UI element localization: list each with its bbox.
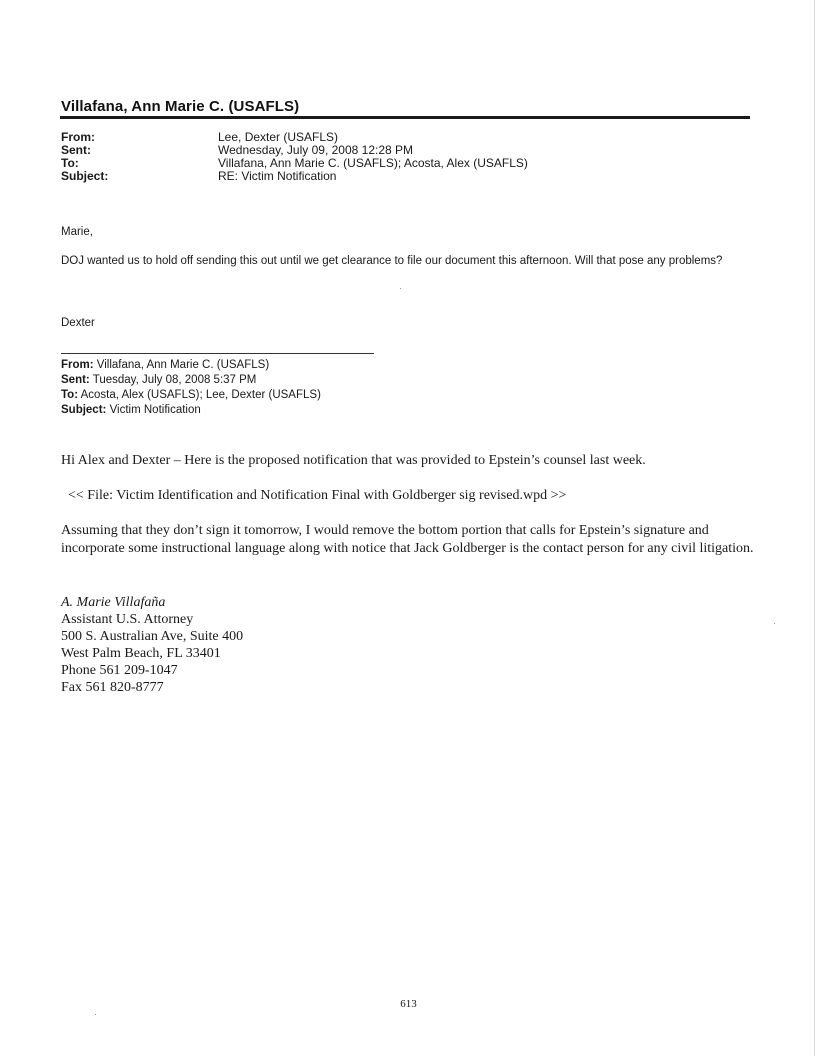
header-subject-value: RE: Victim Notification [218,169,337,183]
quoted-sent-line [61,373,321,388]
header-sent-label: Sent: [61,143,91,157]
header-subject-label: Subject: [61,169,109,183]
reply-signoff: Dexter [61,317,95,329]
quoted-sent-label: Sent: [61,374,90,386]
signature-block [61,594,243,696]
title-rule [60,116,750,119]
reply-greeting: Marie, [61,226,93,238]
quoted-to-label: To: [61,389,79,401]
quoted-from-line [61,358,321,373]
scan-speck [400,288,401,289]
signature-address-line-2: West Palm Beach, FL 33401 [61,646,221,661]
signature-address-line-1: 500 S. Australian Ave, Suite 400 [61,629,244,644]
header-to-value: Villafana, Ann Marie C. (USAFLS); Acosta, Alex (USAFLS) [218,156,528,170]
signature-fax: Fax 561 820-8777 [61,680,164,695]
original-paragraph-3: Assuming that they don’t sign it tomorrow, I would remove the bottom portion that calls for Epstein’s signature and incorporate some instructional language along with notice that Jack Goldberger is the contact person for any civil litigation. [61,523,754,556]
quoted-email-header [61,358,321,418]
header-from-value: Lee, Dexter (USAFLS) [218,130,339,144]
reply-paragraph: DOJ wanted us to hold off sending this out until we get clearance to file our document this afternoon. Will that pose any problems? [61,255,723,267]
quoted-from-label: From: [61,359,94,371]
quoted-subject-line [61,403,321,418]
header-subject-row [61,170,528,183]
page-edge [814,0,815,1056]
scan-speck [774,623,775,624]
quoted-from-value: Villafana, Ann Marie C. (USAFLS) [93,359,270,371]
quoted-to-line [61,388,321,403]
quoted-to-value: Acosta, Alex (USAFLS); Lee, Dexter (USAFLS) [78,389,321,401]
signature-title: Assistant U.S. Attorney [61,612,194,627]
header-to-label: To: [61,156,79,170]
quoted-subject-label: Subject: [61,404,107,416]
quoted-subject-value: Victim Notification [106,404,201,416]
email-header [61,131,528,183]
quoted-message-divider [61,353,374,354]
signature-phone: Phone 561 209-1047 [61,663,178,678]
quoted-sent-value: Tuesday, July 08, 2008 5:37 PM [89,374,257,386]
header-sent-value: Wednesday, July 09, 2008 12:28 PM [218,143,414,157]
document-title: Villafana, Ann Marie C. (USAFLS) [61,98,300,115]
scan-speck [95,1014,96,1015]
header-from-label: From: [61,130,95,144]
signature-name: A. Marie Villafaña [61,595,166,610]
page-number: 613 [400,998,417,1010]
original-paragraph-1: Hi Alex and Dexter – Here is the proposed notification that was provided to Epstein’s counsel last week. [61,453,646,468]
attachment-reference: << File: Victim Identification and Notification Final with Goldberger sig revised.wpd >> [68,488,567,503]
